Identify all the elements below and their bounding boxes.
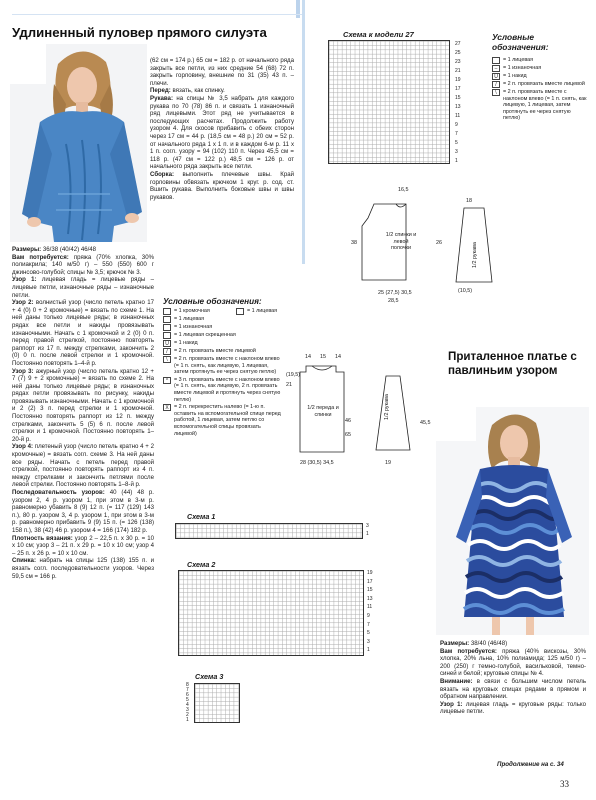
legend-title-right: Условные обозначения:	[492, 32, 549, 52]
scheme-2-grid	[178, 570, 364, 656]
scheme-27-grid	[328, 40, 450, 164]
pattern-paragraph: Плотность вязания: узор 2 – 22,5 п. x 30 р. = 10 x 10 см; узор 3 – 21 п. x 29 р. = 10 x 10 см; узор 4 – 25 п. x 26 р. = 10 x 10 см.	[12, 534, 155, 557]
dim-label: 18	[466, 198, 472, 204]
pattern-sleeve-right-label: 1/2 рукава	[472, 242, 478, 268]
pattern-paragraph: Перед: вязать, как спинку.	[150, 87, 225, 95]
legend-item-extra: = 1 лицевая	[236, 308, 277, 315]
dim-label: 26	[436, 240, 442, 246]
model-photo-dress	[436, 407, 589, 635]
legend-item: = 1 изнаночная	[163, 324, 283, 331]
dim-label: 14	[305, 354, 311, 360]
legend-item: / = 2 п. провязать вместе лицевой	[163, 348, 283, 355]
dim-label: 46	[345, 418, 351, 424]
continued-note: Продолжение на с. 34	[497, 761, 564, 768]
legend-right	[492, 57, 587, 123]
right-column-text	[440, 640, 586, 716]
legend-item: \ = 2 п. провязать вместе с наклоном влево (= 1 п. снять, как лицевую, 1 лицевая, затем протянуть ее через снятую петлю)	[163, 356, 283, 376]
pattern-front-label: 1/2 переда и спинки	[307, 405, 339, 418]
legend-item: / = 2 п. провязать вместе лицевой	[492, 81, 587, 88]
dim-label: 21	[286, 382, 292, 388]
scheme-3-row-numbers: 8 7 6 5 4 3 2 1	[186, 682, 189, 723]
pattern-paragraph: Сборка: выполнить плечевые швы. Край горловины обвязать крючком 1 круг. р. сод. ст. Вшить рукава. Выполнить боковые швы и швы рукавов.	[150, 170, 294, 201]
pattern-sleeve-middle	[368, 370, 418, 460]
legend-middle	[163, 308, 283, 438]
top-rule	[12, 14, 302, 15]
pattern-paragraph: Узор 1: лицевая гладь = круговые ряды: только лицевые петли.	[440, 700, 586, 716]
legend-item: = 1 лицевая	[492, 57, 587, 64]
dim-label: 45,5	[420, 420, 431, 426]
vertical-divider	[302, 0, 305, 264]
scheme-2-row-numbers: 19 17 15 13 11 9 7 5 3 1	[367, 570, 373, 654]
pattern-paragraph: Узор 1: лицевая гладь = лицевые ряды – лицевые петли, изнаночные ряды – изнаночные петли.	[12, 276, 154, 299]
dim-label: (19,5)	[286, 372, 301, 378]
dim-label: 28 (30,5) 34,5	[300, 460, 334, 466]
dim-label: (10,5)	[458, 288, 473, 294]
dim-label: 15	[320, 354, 326, 360]
sizes-line: Размеры: 36/38 (40/42) 46/48	[12, 246, 97, 253]
scheme-2-title: Схема 2	[187, 560, 216, 569]
pattern-back-label: 1/2 спинки и левой полочки	[385, 232, 417, 252]
top-divider	[296, 0, 300, 18]
legend-item: – = 1 изнаночная	[492, 65, 587, 72]
scheme-3-grid	[194, 683, 240, 723]
pattern-paragraph: Спинка: набрать на спицы 125 (138) 155 п. и вязать согл. последовательности узоров. Через 59,5 см = 166 р.	[12, 557, 154, 580]
pattern-paragraph: Узор 4: плетеный узор (число петель кратно 4 + 2 кромочные) = вязать согл. схеме 3. На ней даны все ряды. Начать с петель перед правой стрелкой, постоянно повторять раппорт из 4 п. между стрелками и закончить петлями после левой стрелки. Постоянно повторять 1–8-й р.	[12, 443, 154, 489]
dim-label: 14	[335, 354, 341, 360]
model-photo-sweater	[10, 44, 147, 242]
dim-label: 28,5	[388, 298, 399, 304]
legend-item: ^ = 3 п. провязать вместе с наклоном влево (= 1 п. снять, как лицевую, 2 п. провязать вместе лицевой и протянуть через снятую петлю)	[163, 377, 283, 403]
scheme-1-grid	[175, 523, 363, 539]
legend-item: U = 1 накид	[492, 73, 587, 80]
pattern-paragraph: Последовательность узоров: 40 (44) 48 р. узором 2, 4 р. узором 1, при этом в 3-м р. равномерно убавить 8 (9) 12 п. (= 117 (129) 143 п.), 80 р. узором 3, 4 р. узором 1, при этом в 3-м р. равномерно прибавить 9 (9) 15 п. (= 126 (138) 158 п.), 38 (42) 46 р. узором 4 = 166 (174) 182 р.	[12, 489, 154, 534]
attention-line: Внимание: в связи с большим числом петель вязать на круговых спицах рядами в прямом и обратном направлении.	[440, 677, 586, 701]
legend-item: = 1 лицевая скрещенная	[163, 332, 283, 339]
pattern-paragraph: Рукава: на спицы № 3,5 набрать для каждого рукава по 70 (78) 86 п. и связать 1 изнаночный ряд лицевыми. Этот ряд не учитывается в последующих расчетах. Продолжить работу узором 4. Для скосов прибавить с обеих сторон через 17 см = 44 р. (18,5 см = 48 р.) 20 см = 52 р. от начального ряда 1 x 1 п. и в каждом 6-м р. 11 x 1 п. согл. узору = 94 (102) 110 п. Через 45,5 см = 118 р. (47 см = 122 р.) 48,5 см = 126 р. от начального ряда закрыть все петли.	[150, 94, 294, 171]
dim-label: 19	[385, 460, 391, 466]
scheme-27-title: Схема к модели 27	[343, 30, 414, 39]
scheme-1-title: Схема 1	[187, 512, 216, 521]
materials-line-29: Вам потребуется: пряжа (40% вискозы, 30% хлопка, 20% льна, 10% полиамида; 125 м/50 г) – 200 (250) г темно-голубой, васильковой, темно-синей и белой; круговые спицы № 4.	[440, 647, 586, 678]
legend-item: = 1 лицевая	[163, 316, 283, 323]
page-number: 33	[560, 779, 569, 789]
dim-label: 38	[351, 240, 357, 246]
scheme-3-title: Схема 3	[195, 672, 224, 681]
dim-label: 65	[345, 432, 351, 438]
dim-label: 25 (27,5) 30,5	[378, 290, 412, 296]
dim-label: 16,5	[398, 187, 409, 193]
continued-text: (62 см = 174 р.) 65 см = 182 р. от начального ряда закрыть все петли, из них средние 54 (68) 72 п. закрыть горловину, внешние по 31 (35) 43 п. – плечи.	[150, 57, 294, 87]
sizes-line-29: Размеры: 38/40 (46/48)	[440, 640, 508, 647]
legend-title-middle: Условные обозначения:	[163, 297, 262, 306]
materials-line: Вам потребуется: пряжа (70% хлопка, 30% полиакрила; 140 м/50 г) – 550 (550) 600 г джинсово-голубой; спицы № 3,5; крючок № 3.	[12, 253, 155, 276]
scheme-1-row-numbers: 3 1	[366, 523, 369, 538]
middle-column-text	[150, 57, 294, 201]
legend-item: X = 2 п. перекрестить налево (= 1-ю п. оставить на вспомогательной спице перед работой, 1 лицевая, затем петлю со вспомогательной спицы провязать лицевой)	[163, 404, 283, 437]
legend-item: = 1 кромочная	[163, 308, 283, 315]
pattern-sleeve-label: 1/2 рукава	[384, 394, 390, 420]
left-column-text	[12, 246, 154, 580]
legend-item: U = 1 накид	[163, 340, 283, 347]
article-title-29: Приталенное платье с павлиньим узором	[448, 350, 577, 377]
pattern-paragraph: Узор 3: ажурный узор (число петель кратно 12 + 7 (7) 9 + 2 кромочные) = вязать по схеме 2. На ней даны только лицевые ряды; в изнаночных рядах петли провязывать по рисунку, накиды провязывать изнаночными. Начать с 1 кромочной и 2 (2) 3 п. перед стрелки и 1 кромочной. Постоянно повторять раппорт из 12 п. между стрелками, закончить 5 (5) 6 п. после левой стрелки и 1 кромочной. Постоянно повторять 1–20-й р.	[12, 367, 154, 443]
pattern-paragraph: Узор 2: волнистый узор (число петель кратно 17 + 4 (0) 0 + 2 кромочные) = вязать по схеме 1. На ней даны только лицевые ряды; в изнаночных рядах все петли и накиды провязывать изнаночными. Начать с 1 кромочной и 2 (0) 0 п. перед правой стрелкой, постоянно повторять раппорт из 17 п. между стрелками, закончить 2 (0) 0 п. после левой стрелки и 1 кромочной. Постоянно повторять 1–4-й р.	[12, 299, 154, 367]
legend-item: \ = 2 п. провязать вместе с наклоном влево (= 1 п. снять, как лицевую, 1 лицевая, затем протянуть ее через снятую петлю)	[492, 89, 587, 122]
scheme-27-row-numbers: 27 25 23 21 19 17 15 13 11 9 7 5 3 1	[455, 41, 461, 164]
article-title: Удлиненный пуловер прямого силуэта	[12, 25, 267, 40]
